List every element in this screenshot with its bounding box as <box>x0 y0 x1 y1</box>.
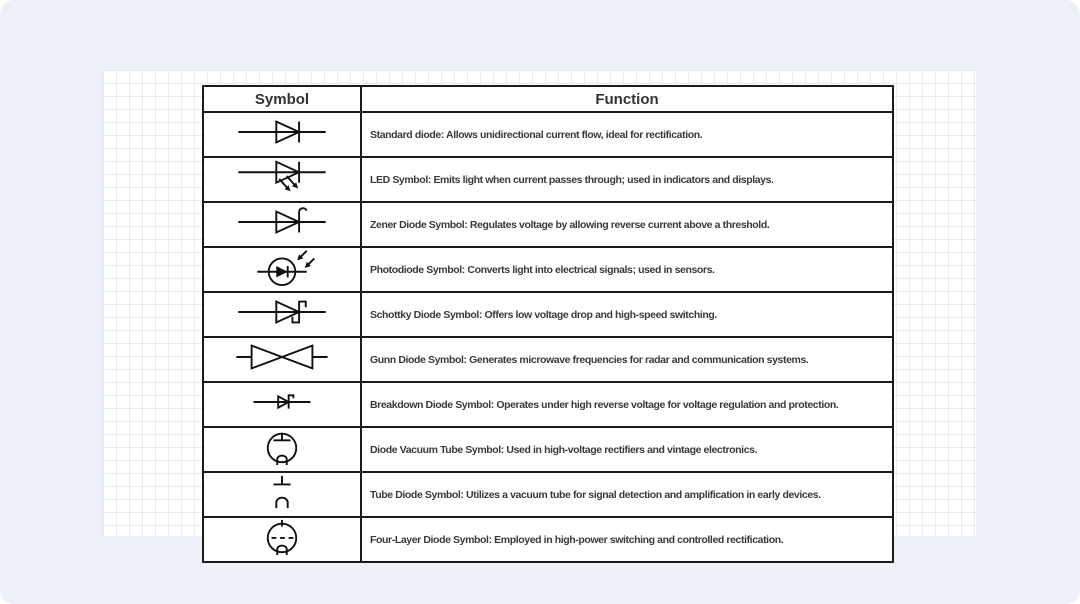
table-row <box>203 112 893 157</box>
schottky-diode-cell <box>203 292 361 337</box>
standard-diode-icon <box>222 113 342 151</box>
function-text: Four-Layer Diode Symbol: Employed in high-power switching and controlled rectification. <box>361 517 893 562</box>
table-row <box>203 382 893 427</box>
table-row <box>203 427 893 472</box>
header-row <box>203 86 893 112</box>
function-text: Photodiode Symbol: Converts light into electrical signals; used in sensors. <box>361 247 893 292</box>
function-text: Schottky Diode Symbol: Offers low voltage drop and high-speed switching. <box>361 292 893 337</box>
schottky-diode-icon <box>222 293 342 331</box>
breakdown-diode-cell <box>203 382 361 427</box>
tube-diode-cell <box>203 472 361 517</box>
vacuum-tube-diode-cell <box>203 427 361 472</box>
table-row <box>203 202 893 247</box>
grid-canvas <box>103 70 976 546</box>
zener-diode-cell <box>203 202 361 247</box>
gunn-diode-cell <box>203 337 361 382</box>
symbol-column-header: Symbol <box>203 86 361 112</box>
function-text: Diode Vacuum Tube Symbol: Used in high-voltage rectifiers and vintage electronics. <box>361 427 893 472</box>
table-row <box>203 292 893 337</box>
table-row <box>203 472 893 517</box>
table-body <box>203 112 893 562</box>
function-column-header: Function <box>361 86 893 112</box>
table-row <box>203 157 893 202</box>
vacuum-tube-diode-icon <box>222 428 342 466</box>
diode-symbol-table <box>202 85 894 563</box>
function-text: LED Symbol: Emits light when current passes through; used in indicators and displays. <box>361 157 893 202</box>
table-row <box>203 247 893 292</box>
table-row <box>203 337 893 382</box>
gunn-diode-icon <box>222 338 342 376</box>
led-cell <box>203 157 361 202</box>
table-header <box>203 86 893 112</box>
breakdown-diode-icon <box>222 383 342 421</box>
four-layer-diode-icon <box>222 518 342 556</box>
photodiode-icon <box>222 248 342 286</box>
led-icon <box>222 158 342 196</box>
table-row <box>203 517 893 562</box>
function-text: Standard diode: Allows unidirectional current flow, ideal for rectification. <box>361 112 893 157</box>
function-text: Tube Diode Symbol: Utilizes a vacuum tube for signal detection and amplification in early devices. <box>361 472 893 517</box>
zener-diode-icon <box>222 203 342 241</box>
four-layer-diode-cell <box>203 517 361 562</box>
tube-diode-icon <box>222 473 342 511</box>
function-text: Gunn Diode Symbol: Generates microwave frequencies for radar and communication systems. <box>361 337 893 382</box>
function-text: Breakdown Diode Symbol: Operates under high reverse voltage for voltage regulation and protection. <box>361 382 893 427</box>
photodiode-cell <box>203 247 361 292</box>
function-text: Zener Diode Symbol: Regulates voltage by allowing reverse current above a threshold. <box>361 202 893 247</box>
standard-diode-cell <box>203 112 361 157</box>
